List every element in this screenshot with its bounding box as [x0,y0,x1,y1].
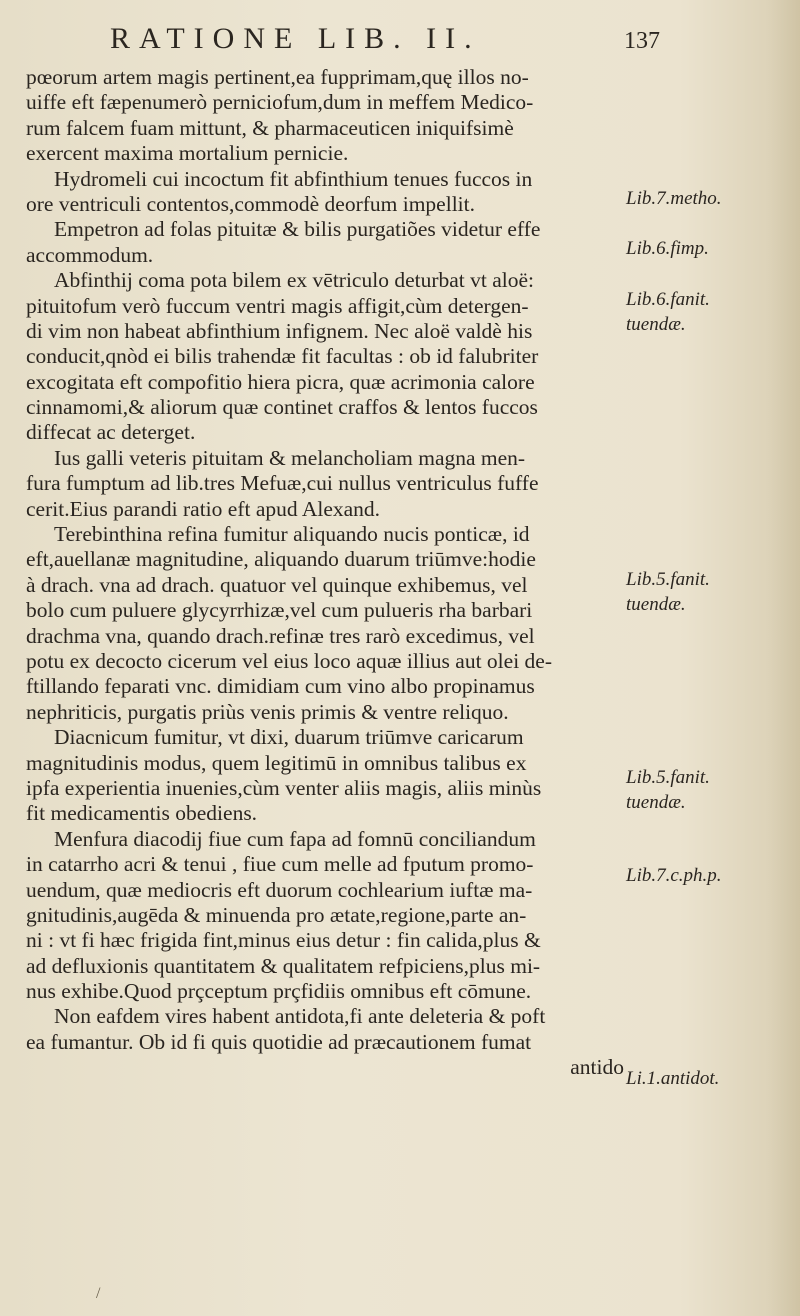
text-line: diffecat ac deterget. [26,420,196,445]
text-line: pituitofum verò fuccum ventri magis affigit,cùm detergen- [26,293,529,318]
text-line: exercent maxima mortalium pernicie. [26,141,349,166]
text-line: Abfinthij coma pota bilem ex vētriculo deturbat vt aloë: [54,268,535,293]
text-line: Ius galli veteris pituitam & melancholiam magna men- [54,445,526,470]
page-number: 137 [624,28,660,54]
text-line: ore ventriculi contentos,commodè deorfum impellit. [26,191,475,216]
catchword: antido [570,1055,624,1080]
main-text-block [26,65,624,1081]
text-line: gnitudinis,augēda & minuenda pro ætate,regione,parte an- [26,902,527,927]
text-line: uendum, quæ mediocris eft duorum cochlearium iuftæ ma- [26,877,533,902]
text-line: fit medicamentis obediens. [26,801,258,826]
stray-ink-mark: / [96,1285,101,1302]
text-line: Empetron ad folas pituitæ & bilis purgatiões videtur effe [54,217,541,242]
text-line: ipfa experientia inuenies,cùm venter aliis magis, aliis minùs [26,775,542,800]
text-line: nus exhibe.Quod prçceptum prçfidiis omnibus eft cōmune. [26,979,532,1004]
text-line: Hydromeli cui incoctum fit abfinthium tenues fuccos in [54,166,533,191]
margin-notes [626,65,800,1165]
text-line: magnitudinis modus, quem legitimū in omnibus talibus ex [26,750,527,775]
text-line: Non eafdem vires habent antidota,fi ante deleteria & poft [54,1004,546,1029]
text-line: drachma vna, quando drach.refinæ tres rarò excedimus, vel [26,623,535,648]
margin-note: tuendæ. [626,314,686,335]
text-line: di vim non habeat abfinthium infignem. Nec aloë valdè his [26,318,533,343]
text-line: conducit,qnòd ei bilis trahendæ fit facultas : ob id falubriter [26,344,539,369]
text-line: Menfura diacodij fiue cum fapa ad fomnū conciliandum [54,826,536,851]
text-line: ni : vt fi hæc frigida fint,minus eius detur : fin calida,plus & [26,928,541,953]
text-line: fura fumptum ad lib.tres Mefuæ,cui nullus ventriculus fuffe [26,471,539,496]
text-line: uiffe eft fæpenumerò perniciofum,dum in meffem Medico- [26,90,534,115]
text-line: cinnamomi,& aliorum quæ continet craffos & lentos fuccos [26,395,538,420]
margin-note: Lib.5.fanit. [626,569,710,590]
margin-note: tuendæ. [626,594,686,615]
text-line: accommodum. [26,242,154,267]
margin-note: Lib.7.c.ph.p. [626,865,722,886]
text-line: in catarrho acri & tenui , fiue cum melle ad fputum promo- [26,852,534,877]
text-line: ea fumantur. Ob id fi quis quotidie ad præcautionem fumat [26,1029,532,1054]
margin-note: Lib.6.fanit. [626,289,710,310]
text-line: eft,auellanæ magnitudine, aliquando duarum triūmve:hodie [26,547,536,572]
text-line: ftillando feparati vnc. dimidiam cum vino albo propinamus [26,674,535,699]
text-line: excogitata eft compofitio hiera picra, quæ acrimonia calore [26,369,535,394]
margin-note: Li.1.antidot. [626,1068,720,1089]
text-line: potu ex decocto cicerum vel eius loco aquæ illius aut olei de- [26,648,552,673]
text-line: ad defluxionis quantitatem & qualitatem refpiciens,plus mi- [26,953,541,978]
page-header [110,22,660,62]
margin-note: Lib.6.fimp. [626,238,709,259]
text-line: rum falcem fuam mittunt, & pharmaceuticen iniquifsimè [26,115,514,140]
text-line: cerit.Eius parandi ratio eft apud Alexand. [26,496,381,521]
text-line: Terebinthina refina fumitur aliquando nucis ponticæ, id [54,522,530,547]
text-line: à drach. vna ad drach. quatuor vel quinque exhibemus, vel [26,572,528,597]
running-head: RATIONE LIB. II. [110,22,481,55]
text-line: Diacnicum fumitur, vt dixi, duarum triūmve caricarum [54,725,524,750]
text-line: nephriticis, purgatis priùs venis primis & ventre reliquo. [26,699,509,724]
margin-note: tuendæ. [626,792,686,813]
text-line: bolo cum puluere glycyrrhizæ,vel cum pulueris rha barbari [26,598,533,623]
margin-note: Lib.7.metho. [626,188,722,209]
text-line: pœorum artem magis pertinent,ea fupprimam,quę illos no- [26,65,529,89]
margin-note: Lib.5.fanit. [626,767,710,788]
